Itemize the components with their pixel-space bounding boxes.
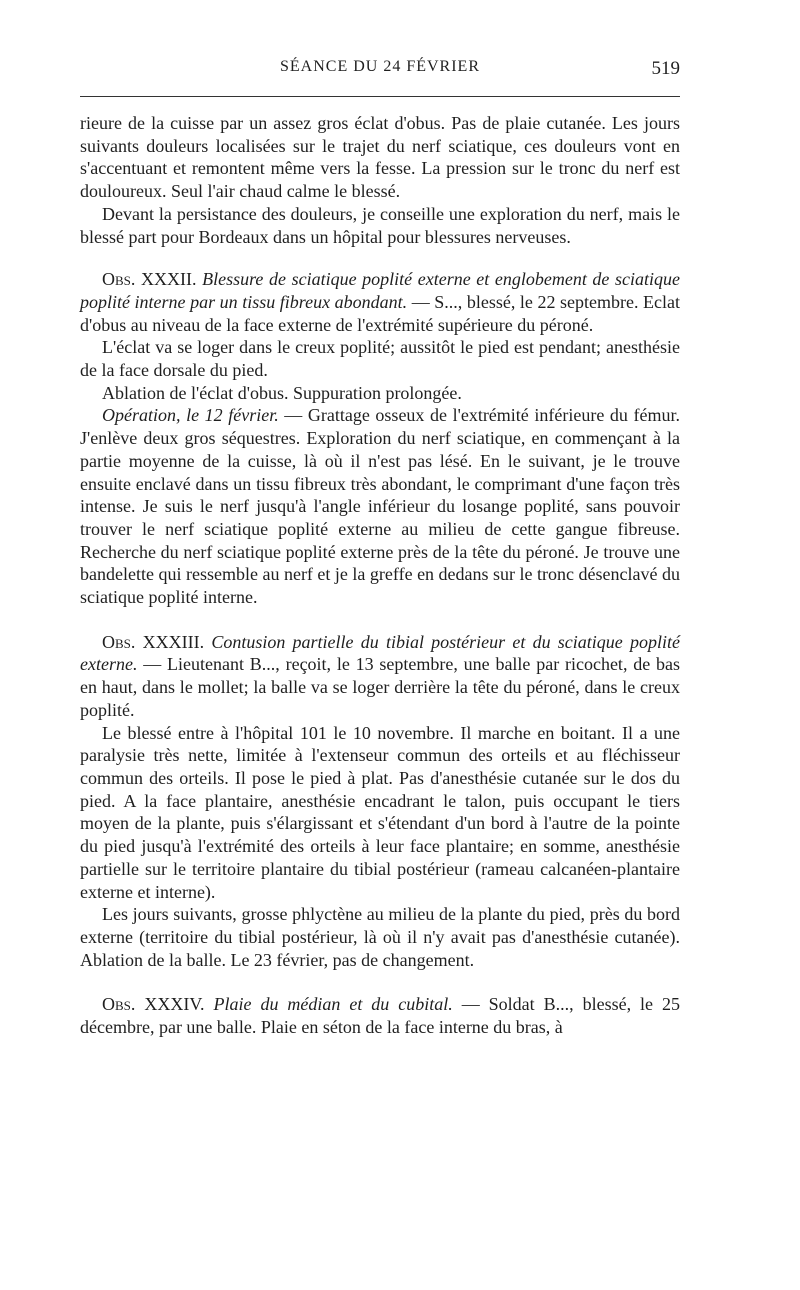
paragraph: Devant la persistance des douleurs, je conseille une exploration du nerf, mais le blessé part pour Bordeaux dans un hôpital pour blessures nerveuses. [80, 203, 680, 247]
observation-label: Obs. XXXIII. [102, 631, 205, 652]
body-text [80, 112, 680, 1039]
observation-label: Obs. XXXIV. [102, 994, 205, 1015]
header-title: SÉANCE DU 24 FÉVRIER [279, 58, 480, 75]
observation-text: — Lieutenant B..., reçoit, le 13 septembre, une balle par ricochet, de bas en haut, dans le mollet; la balle va se loger derrière la tête du péroné, dans le creux poplité. [80, 654, 680, 720]
paragraph: rieure de la cuisse par un assez gros éclat d'obus. Pas de plaie cutanée. Les jours suivants douleurs localisées sur le trajet du nerf sciatique, ces douleurs vont en s'accentuant et remontent même vers la fesse. La pression sur le tronc du nerf est douloureux. Seul l'air chaud calme le blessé. [80, 113, 680, 202]
page-number: 519 [651, 58, 680, 79]
running-header [80, 58, 680, 82]
observation-title: Blessure de sciatique poplité externe et englobement de sciatique poplité interne par un tissu fibreux abondant. [80, 269, 681, 312]
observation-label: Obs. XXXII. [102, 269, 197, 290]
paragraph: Les jours suivants, grosse phlyctène au milieu de la plante du pied, près du bord externe (territoire du tibial postérieur, là où il n'y avait pas d'anesthésie cutanée). Ablation de la balle. Le 23 février, pas de changement. [80, 904, 680, 970]
observation-32 [80, 268, 680, 336]
operation-text: — Grattage osseux de l'extrémité inférieure du fémur. J'enlève deux gros séquestres. Exploration du nerf sciatique, en commençant à la partie moyenne de la cuisse, là où il n'est pas lésé. En le suivant, je le trouve ensuite enclavé dans un tissu fibreux très abondant, le comprimant d'une façon très intense. Je suis le nerf jusqu'à l'angle inférieur du losange poplité, sans pouvoir trouver le nerf sciatique poplité externe au milieu de cette gangue fibreuse. Recherche du nerf sciatique poplité externe près de la tête du péroné. Je trouve une bandelette qui ressemble au nerf et je la greffe en dedans sur le tronc désenclavé du sciatique poplité interne. [80, 405, 680, 608]
paragraph: Le blessé entre à l'hôpital 101 le 10 novembre. Il marche en boitant. Il a une paralysie très nette, limitée à l'extenseur commun des orteils et au fléchisseur commun des orteils. Il pose le pied à plat. Pas d'anesthésie cutanée sur le dos du pied. A la face plantaire, anesthésie encadrant le talon, puis occupant le tiers moyen de la plante, puis s'élargissant et s'étendant d'un bord à l'autre de la pointe du pied jusqu'à l'extrémité des orteils à leur face plantaire; en somme, anesthésie partielle sur le territoire plantaire du tibial postérieur (rameau calcanéen-plantaire externe et interne). [80, 722, 680, 902]
paragraph: L'éclat va se loger dans le creux poplité; aussitôt le pied est pendant; anesthésie de la face dorsale du pied. [80, 337, 680, 381]
observation-text: — S..., blessé, le 22 septembre. Eclat d'obus au niveau de la face externe de l'extrémité supérieure du péroné. [80, 291, 681, 335]
header-rule [80, 96, 680, 97]
observation-title: Contusion partielle du tibial postérieur et du sciatique poplité externe. [80, 631, 680, 675]
observation-33 [80, 631, 680, 722]
paragraph: Ablation de l'éclat d'obus. Suppuration prolongée. [102, 382, 462, 403]
observation-title: Plaie du médian et du cubital. [213, 994, 453, 1015]
observation-34 [80, 993, 680, 1038]
operation-label: Opération, le 12 février. [102, 405, 279, 426]
operation-paragraph [80, 404, 680, 608]
observation-text: — Soldat B..., blessé, le 25 décembre, par une balle. Plaie en séton de la face interne du bras, à [80, 994, 680, 1038]
